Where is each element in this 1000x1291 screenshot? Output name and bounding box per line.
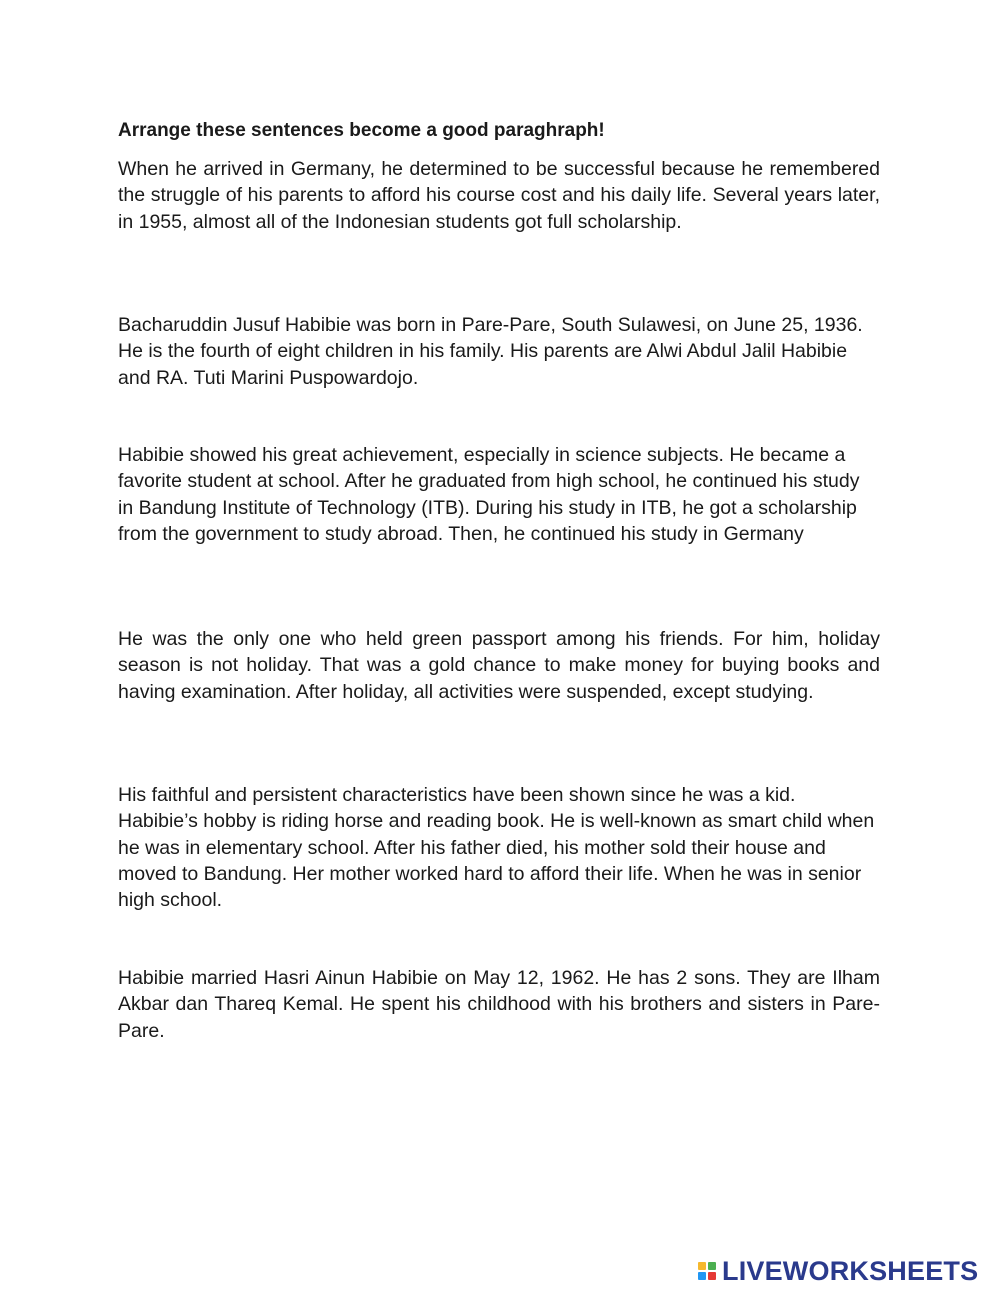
paragraph-2: Bacharuddin Jusuf Habibie was born in Pare-Pare, South Sulawesi, on June 25, 1936. He is the fourth of eight children in his family. His parents are Alwi Abdul Jalil Habibie and RA. Tuti Marini Puspowardojo.: [118, 314, 863, 389]
logo-cell: [708, 1262, 716, 1270]
brand-name: LIVEWORKSHEETS: [722, 1256, 979, 1286]
logo-cell: [708, 1272, 716, 1280]
paragraph-1: When he arrived in Germany, he determined to be successful because he remembered the struggle of his parents to afford his course cost and his daily life. Several years later, in 1955, almost all of the Indonesian students got full scholarship.: [118, 158, 880, 233]
paragraph-6: Habibie married Hasri Ainun Habibie on May 12, 1962. He has 2 sons. They are Ilham Akbar dan Thareq Kemal. He spent his childhood with his brothers and sisters in Pare-Pare.: [118, 967, 880, 1042]
liveworksheets-logo-icon: [698, 1262, 716, 1280]
logo-cell: [698, 1272, 706, 1280]
worksheet-title: Arrange these sentences become a good paraghraph!: [118, 120, 605, 141]
logo-cell: [698, 1262, 706, 1270]
paragraph-3: Habibie showed his great achievement, especially in science subjects. He became a favorite student at school. After he graduated from high school, he continued his study in Bandung Institute of Technology (ITB). During his study in ITB, he got a scholarship from the government to study abroad. Then, he continued his study in Germany: [118, 444, 860, 545]
paragraph-4: He was the only one who held green passport among his friends. For him, holiday season is not holiday. That was a gold chance to make money for buying books and having examination. After holiday, all activities were suspended, except studying.: [118, 628, 880, 703]
liveworksheets-brand: [698, 1256, 978, 1286]
paragraph-5: His faithful and persistent characteristics have been shown since he was a kid. Habibie’s hobby is riding horse and reading book. He is well-known as smart child when he was in elementary school. After his father died, his mother sold their house and moved to Bandung. Her mother worked hard to afford their life. When he was in senior high school.: [118, 784, 875, 912]
